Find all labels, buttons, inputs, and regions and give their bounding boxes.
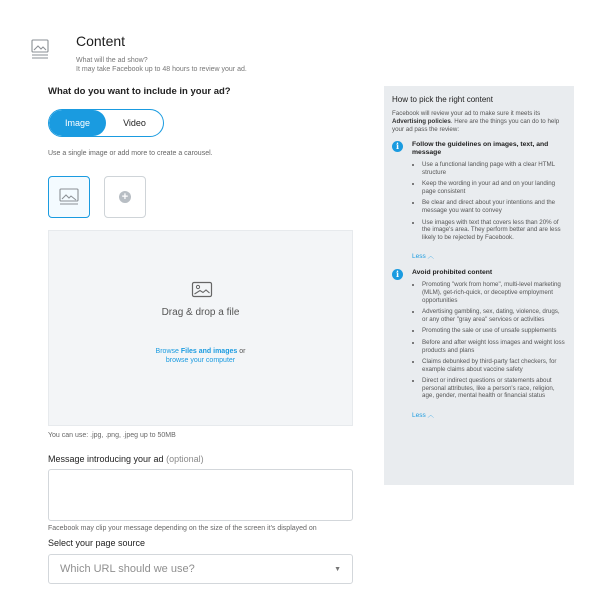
page-source-label: Select your page source (48, 538, 146, 548)
clip-note: Facebook may clip your message depending on the size of the screen it's displayed on (48, 525, 317, 532)
image-placeholder-icon (58, 187, 80, 207)
tips-intro-text: Facebook will review your ad to make sure it meets its (392, 110, 541, 117)
tips-intro-text: . Here are the things you can do to help your ad pass the review: (392, 118, 560, 133)
message-textarea[interactable] (48, 469, 353, 521)
message-label-text: Message introducing your ad (48, 454, 164, 464)
image-toggle-button[interactable]: Image (49, 110, 106, 136)
list-item: • Claims debunked by third-party fact checkers, for example claims about vaccine safety (422, 358, 566, 373)
page-source-select[interactable] (48, 554, 353, 584)
image-upload-icon (191, 281, 213, 299)
formats-note: You can use: .jpg, .png, .jpeg up to 50MB (48, 432, 176, 439)
content-section-icon (30, 38, 52, 60)
carousel-hint: Use a single image or add more to create a carousel. (48, 150, 213, 157)
dropzone-browse-text (49, 347, 352, 365)
tips-intro (392, 110, 566, 134)
media-type-toggle (48, 109, 164, 137)
video-toggle-button[interactable]: Video (123, 118, 146, 128)
subtitle-line: It may take Facebook up to 48 hours to review your ad. (76, 66, 247, 73)
less-label: Less (412, 253, 426, 261)
message-label (48, 454, 204, 464)
browse-or: or (237, 348, 246, 355)
tips-section-prohibited (392, 269, 566, 422)
caret-down-icon: ▼ (334, 565, 341, 573)
guidelines-list (412, 161, 566, 241)
tips-panel (384, 86, 574, 485)
list-item: • Use images with text that covers less than 20% of the image's area. They perform better and are less likely to be rejected by Facebook. (422, 219, 566, 242)
dropzone-title: Drag & drop a file (161, 307, 240, 318)
list-item: • Advertising gambling, sex, dating, violence, drugs, or any other "gray area" services or activities (422, 308, 566, 323)
page-title: Content (76, 33, 126, 49)
list-item: • Keep the wording in your ad and on your landing page consistent (422, 180, 566, 195)
advertising-policies-link[interactable]: Advertising policies (392, 118, 451, 125)
browse-prefix: Browse (155, 348, 181, 355)
optional-tag: (optional) (166, 454, 204, 464)
file-dropzone[interactable] (48, 230, 353, 426)
list-item: • Direct or indirect questions or statements about personal attributes, like a person's race, religion, age, gender, mental health or financial status (422, 377, 566, 400)
list-item: • Promoting the sale or use of unsafe supplements (422, 327, 566, 335)
list-item: • Use a functional landing page with a clear HTML structure (422, 161, 566, 176)
tips-section-guidelines (392, 141, 566, 263)
files-and-images-link[interactable]: Files and images (180, 348, 238, 355)
page-subtitle (76, 56, 316, 74)
section-title: Follow the guidelines on images, text, and message (412, 141, 549, 156)
page-source-placeholder: Which URL should we use? (60, 563, 195, 575)
chevron-up-icon: ︿ (427, 253, 435, 261)
section-title: Avoid prohibited content (412, 269, 493, 277)
tips-title: How to pick the right content (392, 95, 493, 104)
image-thumbnail[interactable] (48, 176, 90, 218)
add-image-button[interactable] (104, 176, 146, 218)
info-icon: i (392, 141, 403, 152)
chevron-up-icon: ︿ (427, 412, 435, 420)
browse-computer-link[interactable]: browse your computer (165, 357, 236, 364)
include-question: What do you want to include in your ad? (48, 86, 231, 97)
list-item: • Promoting "work from home", multi-level marketing (MLM), get-rich-quick, or deceptive employment opportunities (422, 281, 566, 304)
plus-icon: + (119, 191, 131, 203)
list-item: • Before and after weight loss images and weight loss products and plans (422, 339, 566, 354)
list-item: • Be clear and direct about your intentions and the message you want to convey (422, 199, 566, 214)
info-icon: i (392, 269, 403, 280)
subtitle-line: What will the ad show? (76, 57, 148, 64)
less-toggle[interactable] (412, 410, 434, 419)
less-label: Less (412, 412, 426, 420)
prohibited-list (412, 281, 566, 400)
less-toggle[interactable] (412, 251, 434, 260)
